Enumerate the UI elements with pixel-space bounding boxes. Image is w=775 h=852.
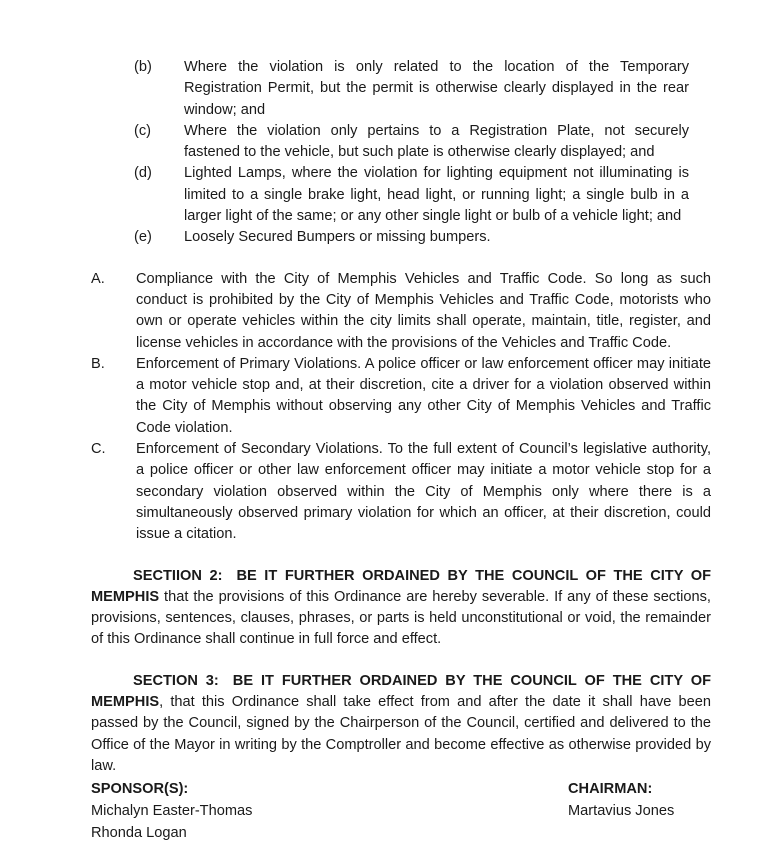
list-item [91,439,711,545]
list-item-text: Compliance with the City of Memphis Vehicles and Traffic Code. So long as such conduct is prohibited by the City of Memphis Vehicles and Traffic Code, motorists who own or operate vehicles within the city limits shall operate, maintain, title, register, and license vehicles in accordance with the provisions of the Vehicles and Traffic Code. [136,270,711,351]
list-item [91,121,689,164]
section-three-paragraph [91,671,711,777]
list-item-marker: B. [91,355,105,372]
list-item-marker: (e) [134,229,152,246]
section-two-paragraph [91,566,711,651]
chairman-name: Martavius Jones [568,803,675,819]
list-item-text: Where the violation is only related to the location of the Temporary Registration Permit, but the permit is otherwise clearly displayed in the rear window; and [184,59,689,118]
list-item-marker: A. [91,270,105,287]
section-two-block [91,566,711,651]
signature-block [91,778,711,844]
section-three-label: SECTION 3: [133,672,219,689]
list-item-text: Enforcement of Secondary Violations. To the full extent of Council’s legislative authority, a police officer or other law enforcement officer may initiate a motor vehicle stop for a secondary violation observed within the City of Memphis only where there is a simultaneously observed primary violation for which an officer, at their discretion, could issue a citation. [136,441,711,543]
list-item-text: Where the violation only pertains to a Registration Plate, not securely fastened to the vehicle, but such plate is otherwise clearly displayed; and [184,122,689,161]
list-item-text: Lighted Lamps, where the violation for lighting equipment not illuminating is limited to a single brake light, head light, or running light; a single bulb in a larger light of the same; or any other single light or bulb of a vehicle light; and [184,165,689,225]
section-three-block [91,671,711,777]
list-item [91,57,689,121]
document-body [91,57,711,777]
list-item [91,269,711,354]
lettered-exception-list [91,57,689,249]
sponsors-label: SPONSOR(S): [91,781,189,797]
signature-name-row [91,800,711,822]
section-three-heading: BE IT FURTHER ORDAINED BY THE COUNCIL OF THE CITY OF MEMPHIS [91,672,711,711]
list-item-text: Enforcement of Primary Violations. A police officer or law enforcement officer may initiate a motor vehicle stop and, at their discretion, cite a driver for a violation observed within the City of Memphis without observing any other City of Memphis Vehicles and Traffic Code violation. [136,355,711,436]
sponsor-name: Michalyn Easter-Thomas [91,803,253,819]
list-item-marker: (b) [134,59,152,75]
list-item-text: Loosely Secured Bumpers or missing bumpers. [184,229,491,246]
list-item-marker: (c) [134,122,152,139]
section-three-body: , that this Ordinance shall take effect from and after the date it shall have been passed by the Council, signed by the Chairperson of the Council, certified and delivered to the Office of the Mayor in writing by the Comptroller and become effective as otherwise provided by law. [91,694,711,774]
list-item [91,354,711,439]
enforcement-provisions-list [91,269,711,546]
list-item-marker: (d) [134,165,152,182]
sponsor-name: Rhonda Logan [91,825,187,841]
signature-heading-row [91,778,711,800]
section-two-label: SECTIION 2: [133,567,223,584]
list-item [91,163,689,227]
list-item [91,227,689,248]
signature-name-row [91,822,711,844]
section-two-heading: BE IT FURTHER ORDAINED BY THE COUNCIL OF THE CITY OF MEMPHIS [91,567,712,605]
list-item-marker: C. [91,441,106,458]
chairman-label: CHAIRMAN: [568,781,653,797]
section-two-body: that the provisions of this Ordinance are hereby severable. If any of these sections, provisions, sentences, clauses, phrases, or parts is held unconstitutional or void, the remainder of this Ordinance shall continue in full force and effect. [91,588,711,648]
